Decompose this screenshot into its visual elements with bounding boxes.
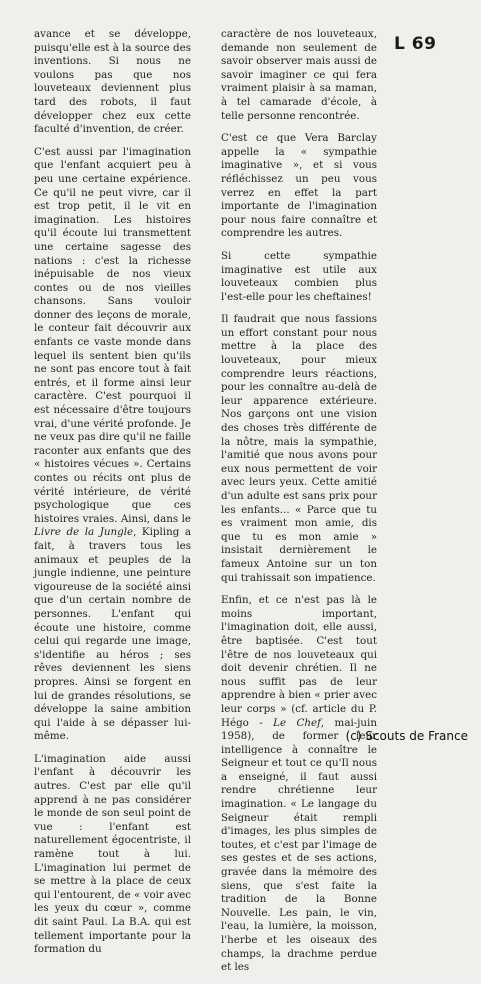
magazine-title: Le Chef xyxy=(273,716,321,729)
page-tag: L 69 xyxy=(394,34,437,54)
book-title: Livre de la Jungle xyxy=(34,526,134,539)
paragraph xyxy=(34,146,191,744)
left-column xyxy=(34,28,191,966)
copyright-watermark: (c) Scouts de France xyxy=(345,729,468,743)
paragraph-text: , mai-juin 1958), de former leur intelligence à connaître le Seigneur et tout ce qu'Il nous a enseigné, il faut aussi rendre chrétienne leur imagination. « Le langage du Seigneur était rempli d'images, les plus simples de toutes, et c'est par l'image de ses gestes et de ses actions, gravée dans la mémoire des siens, que s'est faite la tradition de la Bonne Nouvelle. Les pain, le vin, l'eau, la lumière, la moisson, l'herbe et les oiseaux des champs, la drachme perdue et les xyxy=(221,716,377,974)
paragraph: Si cette sympathie imaginative est utile aux louveteaux combien plus l'est-elle pour les cheftaines! xyxy=(221,249,377,303)
paragraph-text: Enfin, et ce n'est pas là le moins important, l'imagination doit, elle aussi, être baptisée. C'est tout l'être de nos louveteaux qui doit devenir chrétien. Il ne nous suffit pas de leur apprendre à bien « prier avec leur corps » (cf. article du P. Hégo - xyxy=(221,594,377,729)
paragraph: C'est ce que Vera Barclay appelle la « sympathie imaginative », et si vous réfléchissez un peu vous verrez en effet la part importante de l'imagination pour nous faire connaître et comprendre les autres. xyxy=(221,132,377,240)
paragraph-text: , Kipling a fait, à travers tous les animaux et peuples de la jungle indienne, une peinture vigoureuse de la société ainsi que d'un certain nombre de personnes. L'enfant qui écoute une histoire, comme celui qui regarde une image, s'identifie au héros ; ses rêves deviennent les siens propres. Ainsi se forgent en lui de grandes résolutions, se développe la saine ambition qui l'aide à se dépasser lui-même. xyxy=(34,526,191,743)
paragraph-text: C'est aussi par l'imagination que l'enfant acquiert peu à peu une certaine expérience. Ce qu'il ne peut vivre, car il est trop petit, il le vit en imagination. Les histoires qu'il écoute lui transmettent une certaine sagesse des nations : c'est la richesse inépuisable de nos vieux contes ou de nos vieilles chansons. Sans vouloir donner des leçons de morale, le conteur fait découvrir aux enfants ce vaste monde dans lequel ils sentent bien qu'ils ne sont pas encore tout à fait entrés, et il forme ainsi leur caractère. C'est pourquoi il est nécessaire d'être toujours vrai, d'une vérité profonde. Je ne veux pas dire qu'il ne faille raconter aux enfants que des « histoires vécues ». Certains contes ou récits ont plus de vérité intérieure, de vérité psychologique que ces histoires vraies. Ainsi, dans le xyxy=(34,145,191,525)
paragraph: L'imagination aide aussi l'enfant à découvrir les autres. C'est par elle qu'il apprend à ne pas considérer le monde de son seul point de vue : l'enfant est naturellement égocentriste, il ramène tout à lui. L'imagination lui permet de se mettre à la place de ceux qui l'entourent, de « voir avec les yeux du cœur », comme dit saint Paul. La B.A. qui est tellement importante pour la formation du xyxy=(34,752,191,956)
paragraph: Il faudrait que nous fassions un effort constant pour nous mettre à la place des louveteaux, pour mieux comprendre leurs réactions, pour les connaître au-delà de leur apparence extérieure. Nos garçons ont une vision des choses très différente de la nôtre, mais la sympathie, l'amitié que nous avons pour eux nous permettent de voir avec leurs yeux. Cette amitié d'un adulte est sans prix pour les enfants... « Parce que tu es vraiment mon amie, dis que tu es mon amie » insistait dernièrement le fameux Antoine sur un ton qui trahissait son impatience. xyxy=(221,313,377,584)
right-column xyxy=(221,28,377,984)
paragraph xyxy=(221,594,377,975)
paragraph: caractère de nos louveteaux, demande non seulement de savoir observer mais aussi de savoir imaginer ce qui fera vraiment plaisir à sa maman, à tel camarade d'école, à telle personne rencontrée. xyxy=(221,28,377,122)
paragraph: avance et se développe, puisqu'elle est à la source des inventions. Si nous ne voulons pas que nos louveteaux deviennent plus tard des robots, il faut développer chez eux cette faculté d'invention, de créer. xyxy=(34,28,191,136)
